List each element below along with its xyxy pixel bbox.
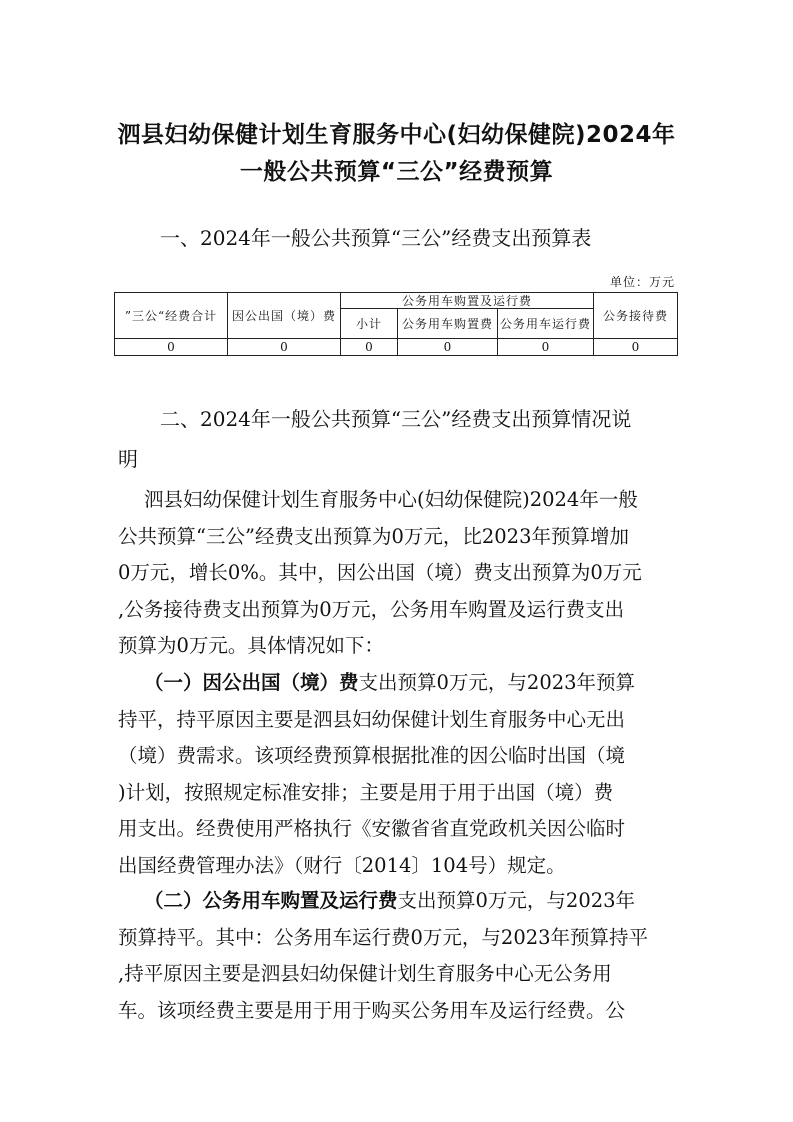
paragraph-line: )计划，按照规定标准安排；主要是用于用于出国（境）费 <box>118 780 614 804</box>
value-reception: 0 <box>594 339 678 356</box>
paragraph-line: 持平，持平原因主要是泗县妇幼保健计划生育服务中心无出 <box>118 707 626 731</box>
paragraph-line: 支出预算0万元，与2023年 <box>397 889 636 912</box>
header-total: ”三公“经费合计 <box>115 293 228 339</box>
paragraph-line: （境）费需求。该项经费预算根据批准的因公临时出国（境 <box>118 744 626 767</box>
header-reception: 公务接待费 <box>594 293 678 339</box>
value-subtotal: 0 <box>341 339 398 356</box>
paragraph-line: 泗县妇幼保健计划生育服务中心(妇幼保健院)2024年一般 <box>144 488 638 511</box>
header-subtotal: 小计 <box>341 309 398 339</box>
paragraph-line: 0万元，增长0%。其中，因公出国（境）费支出预算为0万元 <box>118 561 642 584</box>
section1-heading: 一、2024年一般公共预算“三公”经费支出预算表 <box>160 226 592 250</box>
paragraph-line: 预算为0万元。具体情况如下： <box>118 634 384 657</box>
section2-heading-line2: 明 <box>118 447 138 471</box>
section2-heading-line1: 二、2024年一般公共预算“三公”经费支出预算情况说 <box>160 407 632 431</box>
paragraph-vehicle <box>118 883 678 1029</box>
paragraph-line: 支出预算0万元，与2023年预算 <box>358 671 636 694</box>
document-title-line1: 泗县妇幼保健计划生育服务中心(妇幼保健院)2024年 <box>117 122 676 148</box>
paragraph-line: ,持平原因主要是泗县妇幼保健计划生育服务中心无公务用 <box>118 962 612 985</box>
paragraph-line: 用支出。经费使用严格执行《安徽省省直党政机关因公临时 <box>118 817 626 840</box>
paragraph-line: 公共预算“三公”经费支出预算为0万元，比2023年预算增加 <box>118 524 629 548</box>
paragraph-line: 出国经费管理办法》（财行〔2014〕104号）规定。 <box>118 853 566 877</box>
paragraph-line: ,公务接待费支出预算为0万元，公务用车购置及运行费支出 <box>118 597 625 621</box>
header-vehicle-purchase: 公务用车购置费 <box>398 309 498 339</box>
paragraph-line: 预算持平。其中：公务用车运行费0万元，与2023年预算持平 <box>118 925 649 949</box>
unit-label: 单位：万元 <box>609 275 675 289</box>
paragraph-line: 车。该项经费主要是用于用于购买公务用车及运行经费。公 <box>118 998 626 1022</box>
paragraph-abroad <box>118 665 678 884</box>
value-total: 0 <box>115 339 228 356</box>
header-vehicle-run: 公务用车运行费 <box>498 309 594 339</box>
value-vehicle-purchase: 0 <box>398 339 498 356</box>
paragraph-abroad-heading: （一）因公出国（境）费 <box>144 671 359 694</box>
value-vehicle-run: 0 <box>498 339 594 356</box>
paragraph-vehicle-heading: （二）公务用车购置及运行费 <box>144 889 398 912</box>
paragraph-overview <box>118 482 678 665</box>
document-title-line2: 一般公共预算“三公”经费预算 <box>239 159 554 185</box>
budget-table <box>114 292 678 356</box>
header-abroad: 因公出国（境）费 <box>228 293 341 339</box>
value-abroad: 0 <box>228 339 341 356</box>
header-vehicle-group: 公务用车购置及运行费 <box>341 293 594 309</box>
